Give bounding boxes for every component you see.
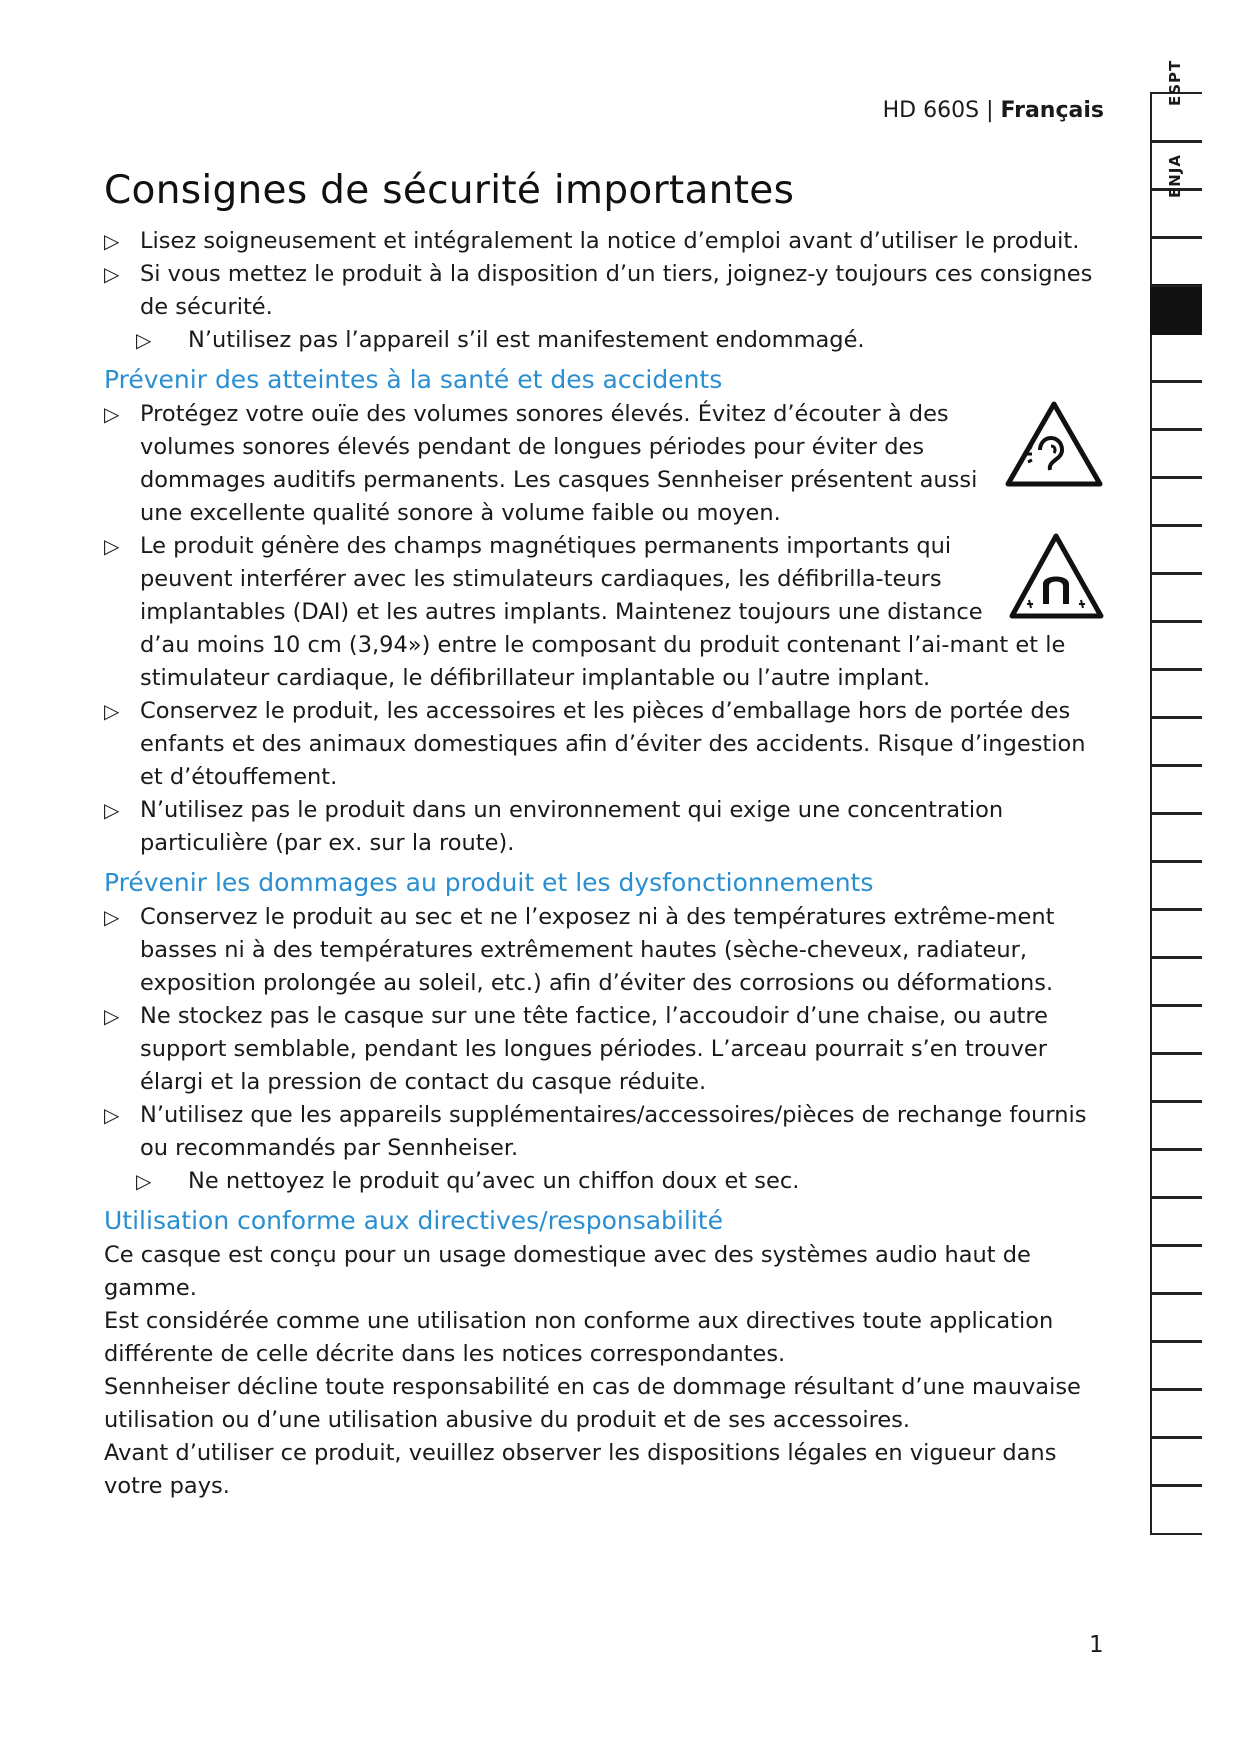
list-item: ▷ Conservez le produit, les accessoires et les pièces d’emballage hors de portée des enfants et des animaux domestiques afin d’éviter des accidents. Risque d’ingestion et d’étouffement. <box>104 695 1104 794</box>
tab[interactable] <box>1150 332 1202 383</box>
main-content <box>104 168 1104 1503</box>
tab[interactable] <box>1150 1484 1202 1535</box>
damage-list <box>104 901 1104 1198</box>
list-item: ▷ Conservez le produit au sec et ne l’exposez ni à des températures extrême-ment basses ni à des températures extrêmement hautes (sèche-cheveux, radiateur, exposition prolongée au soleil, etc.) afin d’éviter des corrosions ou déformations. <box>104 901 1104 1000</box>
list-item <box>104 530 1104 695</box>
tab[interactable] <box>1150 428 1202 479</box>
section-heading-usage: Utilisation conforme aux directives/responsabilité <box>104 1206 723 1235</box>
list-item: ▷ Ne nettoyez le produit qu’avec un chiffon doux et sec. <box>104 1165 1104 1198</box>
list-item: ▷ N’utilisez que les appareils supplémentaires/accessoires/pièces de rechange fournis ou recommandés par Sennheiser. <box>104 1099 1104 1165</box>
tab[interactable] <box>1150 476 1202 527</box>
tab-label-enja[interactable]: ENJA <box>1166 154 1184 198</box>
tab[interactable] <box>1150 764 1202 815</box>
tab[interactable] <box>1150 1436 1202 1487</box>
list-item: ▷ Lisez soigneusement et intégralement la notice d’emploi avant d’utiliser le produit. <box>104 225 1104 258</box>
tab[interactable] <box>1150 908 1202 959</box>
page-header <box>883 98 1104 123</box>
tab[interactable] <box>1150 1196 1202 1247</box>
tab-active[interactable] <box>1150 284 1202 335</box>
tab-label-espt[interactable]: ESPT <box>1166 59 1184 106</box>
tab[interactable] <box>1150 524 1202 575</box>
usage-paragraph: Avant d’utiliser ce produit, veuillez observer les dispositions légales en vigueur dans votre pays. <box>104 1440 1057 1499</box>
tab[interactable] <box>1150 956 1202 1007</box>
tab[interactable] <box>1150 236 1202 287</box>
tab[interactable] <box>1150 1388 1202 1439</box>
tab[interactable] <box>1150 1004 1202 1055</box>
tab[interactable] <box>1150 1340 1202 1391</box>
header-model: HD 660S | <box>882 98 994 123</box>
tab[interactable] <box>1150 716 1202 767</box>
list-item <box>104 398 1104 530</box>
item-text: Protégez votre ouïe des volumes sonores élevés. Évitez d’écouter à des volumes sonores élevés pendant de longues périodes pour éviter des dommages auditifs permanents. Les casques Sennheiser présentent aussi une excellente qualité sonore à volume faible ou moyen. <box>140 401 978 526</box>
section-heading-health: Prévenir des atteintes à la santé et des accidents <box>104 365 723 394</box>
page-number: 1 <box>1089 1632 1104 1658</box>
tab[interactable] <box>1150 620 1202 671</box>
tab[interactable] <box>1150 1052 1202 1103</box>
tab[interactable] <box>1150 1244 1202 1295</box>
health-list <box>104 398 1104 860</box>
section-heading-damage: Prévenir les dommages au produit et les dysfonctionnements <box>104 868 874 897</box>
header-language: Français <box>1000 98 1104 123</box>
item-text: Le produit génère des champs magnétiques permanents importants qui peuvent interférer avec les stimulateurs cardiaques, les défibrilla-teurs implantables (DAI) et les autres implants. Maintenez toujours une distance d’au moins 10 cm (3,94») entre le composant du produit contenant l’ai-mant et le stimulateur cardiaque, le défibrillateur implantable ou l’autre implant. <box>140 533 1066 691</box>
list-item: ▷ Si vous mettez le produit à la disposition d’un tiers, joignez-y toujours ces consignes de sécurité. <box>104 258 1104 324</box>
usage-paragraph: Ce casque est conçu pour un usage domestique avec des systèmes audio haut de gamme. <box>104 1242 1031 1301</box>
usage-paragraph: Sennheiser décline toute responsabilité en cas de dommage résultant d’une mauvaise utilisation ou d’une utilisation abusive du produit et de ses accessoires. <box>104 1374 1081 1433</box>
list-item: ▷ N’utilisez pas l’appareil s’il est manifestement endommagé. <box>104 324 1104 357</box>
tab[interactable] <box>1150 1100 1202 1151</box>
tab[interactable] <box>1150 380 1202 431</box>
intro-list <box>104 225 1104 357</box>
tab[interactable] <box>1150 812 1202 863</box>
page-title: Consignes de sécurité importantes <box>104 168 795 213</box>
tab[interactable] <box>1150 668 1202 719</box>
usage-paragraph: Est considérée comme une utilisation non conforme aux directives toute application différente de celle décrite dans les notices correspondantes. <box>104 1308 1054 1367</box>
tab[interactable] <box>1150 572 1202 623</box>
hearing-warning-icon <box>1004 400 1104 488</box>
tab[interactable] <box>1150 1148 1202 1199</box>
tab[interactable] <box>1150 860 1202 911</box>
magnet-warning-icon <box>1009 532 1104 620</box>
list-item: ▷ Ne stockez pas le casque sur une tête factice, l’accoudoir d’une chaise, ou autre support semblable, pendant les longues périodes. L’arceau pourrait s’en trouver élargi et la pression de contact du casque réduite. <box>104 1000 1104 1099</box>
list-item: ▷ N’utilisez pas le produit dans un environnement qui exige une concentration particulière (par ex. sur la route). <box>104 794 1104 860</box>
tab[interactable] <box>1150 1292 1202 1343</box>
